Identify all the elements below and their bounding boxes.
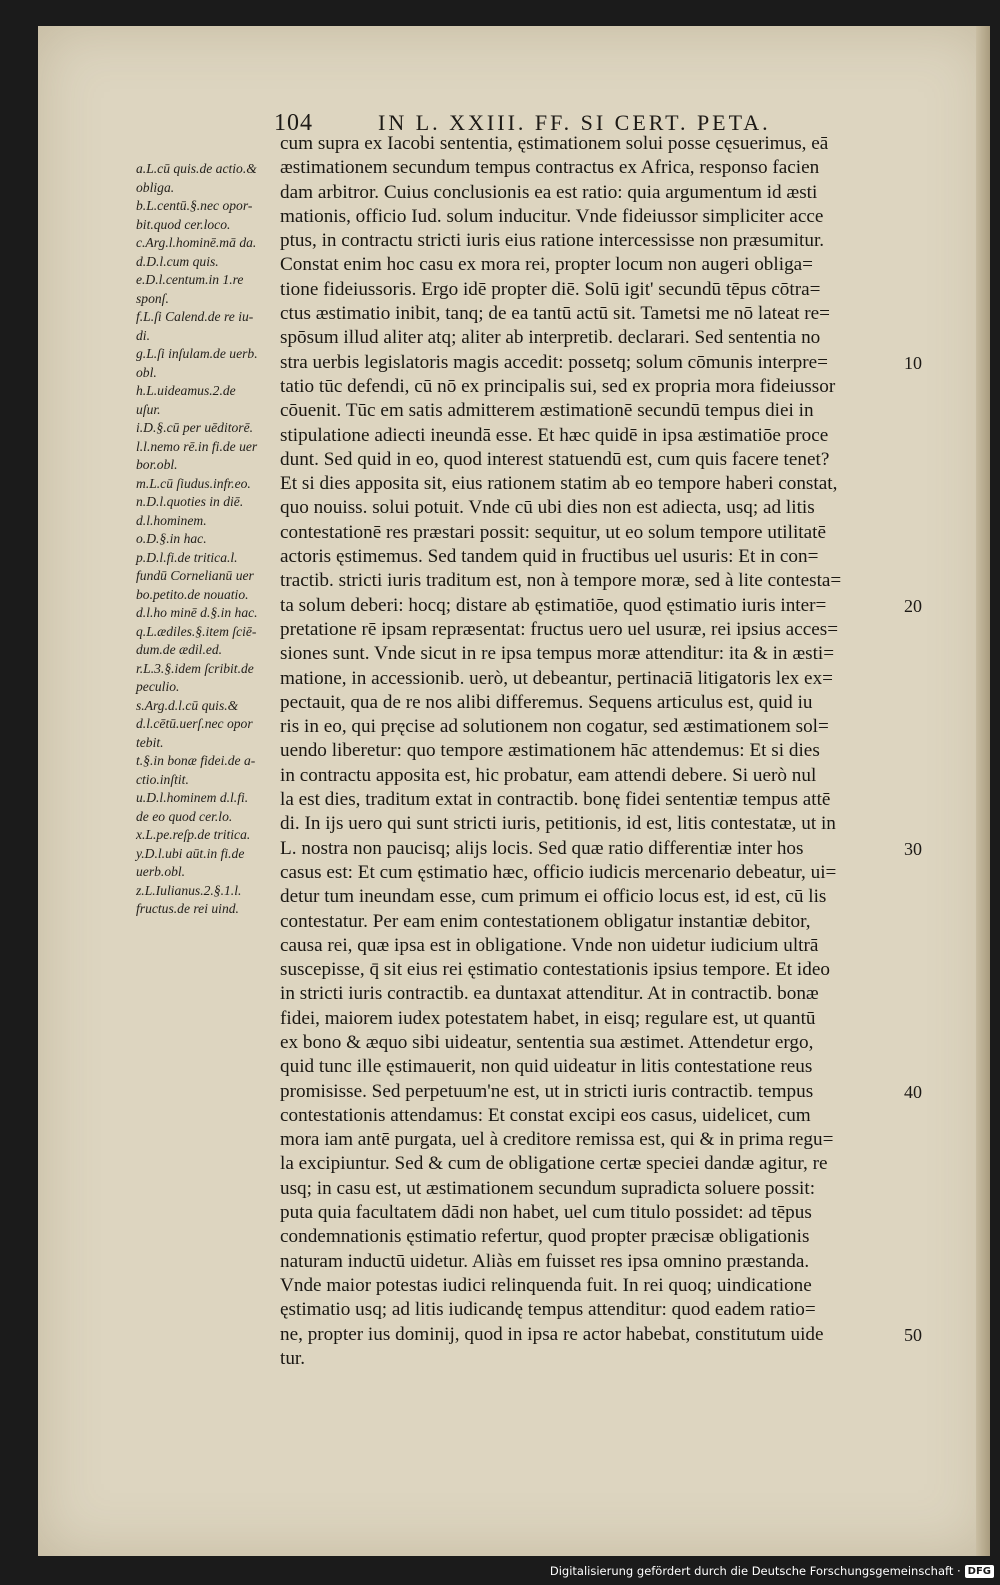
margin-note: de eo quod cer.lo. bbox=[136, 808, 233, 824]
text-line: Vnde maior potestas iudici relinquenda fuit. In rei quoq; uindicatione bbox=[280, 1274, 812, 1296]
margin-note: t.§.in bonæ fidei.de a- bbox=[136, 753, 256, 768]
text-line: mora iam antē purgata, uel à creditore remissa est, qui & in prima regu= bbox=[280, 1129, 834, 1151]
text-line: suscepisse, q̄ sit eius rei ęstimatio contestationis ipsius tempore. Et ideo bbox=[280, 959, 830, 981]
text-line: dam arbitror. Cuius conclusionis ea est ratio: quia argumentum id æsti bbox=[280, 181, 818, 203]
text-line: in stricti iuris contractib. ea duntaxat attenditur. At in contractib. bonæ bbox=[280, 983, 819, 1005]
text-line: detur tum ineundam esse, cum primum ei officio locus est, id est, cū lis bbox=[280, 886, 827, 908]
line-number: 10 bbox=[904, 352, 922, 373]
text-line: ctus æstimatio inibit, tanq; de ea tantū actū sit. Tametsi me nō lateat re= bbox=[280, 303, 830, 325]
text-line: di. In ijs uero qui sunt stricti iuris, petitionis, id est, litis contestatæ, ut in bbox=[280, 813, 836, 835]
text-line: naturam inductū uidetur. Aliàs em fuisset res ipsa omnino præstanda. bbox=[280, 1250, 810, 1272]
margin-note: obl. bbox=[136, 364, 157, 380]
text-line: pectauit, qua de re nos alibi differemus. Sequens articulus est, quid iu bbox=[280, 691, 813, 713]
text-line: ris in eo, qui pręcise ad solutionem non cogatur, sed æstimationem sol= bbox=[280, 716, 829, 738]
margin-note: d.l.ho minē d.§.in hac. bbox=[136, 605, 258, 620]
margin-note: obliga. bbox=[136, 179, 175, 195]
margin-note: tebit. bbox=[136, 734, 164, 750]
margin-note: p.D.l.fi.de tritica.l. bbox=[136, 549, 238, 565]
margin-note: l.l.nemo rē.in fi.de uer bbox=[136, 438, 258, 454]
margin-note: x.L.pe.reſp.de tritica. bbox=[136, 827, 251, 842]
margin-note: g.L.ſi inſulam.de uerb. bbox=[136, 346, 258, 361]
page-edge bbox=[976, 26, 990, 1556]
text-line: casus est: Et cum ęstimatio hæc, officio iudicis mercenario debeatur, ui= bbox=[280, 861, 837, 883]
margin-note: peculio. bbox=[136, 679, 180, 694]
margin-note: h.L.uideamus.2.de bbox=[136, 383, 236, 398]
margin-note: m.L.cū ſiudus.infr.eo. bbox=[136, 475, 251, 491]
margin-note: bo.petito.de nouatio. bbox=[136, 586, 249, 602]
text-line: ta solum deberi: hocq; distare ab ęstimatiōe, quod ęstimatio iuris inter= bbox=[280, 594, 827, 616]
text-line: uendo liberetur: quo tempore æstimationem hāc attendemus: Et si dies bbox=[280, 740, 820, 762]
margin-note: uſur. bbox=[136, 401, 161, 417]
text-line: stipulatione adiecti ineundā esse. Et hæc quidē in ipsa æstimatiōe proce bbox=[280, 424, 829, 446]
text-line: tur. bbox=[280, 1347, 306, 1369]
text-line: usq; in casu est, ut æstimationem secundum supradicta soluere possit: bbox=[280, 1177, 816, 1199]
text-line: cōuenit. Tūc em satis admitterem æstimationē secundū tempus diei in bbox=[280, 400, 814, 422]
text-line: tione fideiussoris. Ergo idē propter diē. Solū igit' secundū tēpus cōtra= bbox=[280, 278, 821, 300]
margin-note: fructus.de rei uind. bbox=[136, 901, 239, 916]
text-line: Constat enim hoc casu ex mora rei, propter locum non augeri obliga= bbox=[280, 254, 813, 276]
text-line: siones sunt. Vnde sicut in re ipsa tempus moræ attenditur: ita & in æsti= bbox=[280, 643, 835, 665]
margin-note: uerb.obl. bbox=[136, 864, 186, 879]
book-page bbox=[38, 26, 990, 1556]
main-text-block bbox=[280, 132, 894, 1371]
margin-note: y.D.l.ubi aūt.in fi.de bbox=[136, 845, 245, 861]
text-line: stra uerbis legislatoris magis accedit: possetq; solum cōmunis interpre= bbox=[280, 351, 828, 373]
margin-note: di. bbox=[136, 327, 150, 343]
page-number: 104 bbox=[274, 110, 313, 136]
line-number: 30 bbox=[904, 838, 922, 859]
text-line: causa rei, quæ ipsa est in obligatione. Vnde non uidetur iudicium ultrā bbox=[280, 934, 819, 956]
text-line: contestationis attendamus: Et constat excipi eos casus, uidelicet, cum bbox=[280, 1104, 811, 1126]
margin-note: bor.obl. bbox=[136, 457, 178, 472]
margin-note: u.D.l.hominem d.l.fi. bbox=[136, 790, 249, 805]
text-line: contestationē res præstari possit: sequitur, ut eo solum tempore utilitatē bbox=[280, 521, 826, 543]
text-line: Et si dies apposita sit, eius rationem statim ab eo tempore haberi constat, bbox=[280, 473, 838, 495]
margin-note: r.L.3.§.idem ſcribit.de bbox=[136, 660, 254, 676]
margin-note: n.D.l.quoties in diē. bbox=[136, 494, 244, 509]
running-title: IN L. XXIII. FF. SI CERT. PETA. bbox=[378, 110, 771, 135]
margin-note: i.D.§.cū per uēditorē. bbox=[136, 420, 254, 435]
text-line: actoris ęstimemus. Sed tandem quid in fructibus uel usuris: Et in con= bbox=[280, 546, 819, 568]
text-line: promisisse. Sed perpetuum'ne est, ut in stricti iuris contractib. tempus bbox=[280, 1080, 814, 1102]
margin-note: sponſ. bbox=[136, 290, 169, 306]
margin-note: e.D.l.centum.in 1.re bbox=[136, 272, 244, 287]
line-number: 50 bbox=[904, 1324, 922, 1345]
text-line: cum supra ex Iacobi sententia, ęstimationem solui posse cęsuerimus, eā bbox=[280, 133, 829, 154]
margin-note: dum.de ædil.ed. bbox=[136, 642, 223, 657]
margin-note: d.l.cētū.uerſ.nec opor bbox=[136, 716, 253, 731]
margin-note: s.Arg.d.l.cū quis.& bbox=[136, 697, 239, 713]
margin-note: c.Arg.l.hominē.mā da. bbox=[136, 235, 257, 250]
text-line: puta quia facultatem dādi non habet, uel cum titulo possidet: ad tēpus bbox=[280, 1202, 812, 1224]
text-line: spōsum illud aliter atq; aliter ab interpretib. declarari. Sed sententia no bbox=[280, 327, 821, 349]
margin-note: b.L.centū.§.nec opor- bbox=[136, 198, 253, 213]
text-line: mationis, officio Iud. solum inducitur. Vnde fideiussor simpliciter acce bbox=[280, 205, 824, 227]
margin-note: q.L.ædiles.§.item ſciē- bbox=[136, 623, 257, 639]
text-line: contestatur. Per eam enim contestationem obligatur instantiæ debitor, bbox=[280, 910, 811, 932]
dfg-logo: DFG bbox=[965, 1565, 994, 1578]
text-line: pretatione rē ipsam repræsentat: fructus uero uel usuræ, rei ipsius acces= bbox=[280, 618, 839, 640]
text-line: tractib. stricti iuris traditum est, non à tempore moræ, sed à lite contesta= bbox=[280, 570, 842, 592]
text-line: ptus, in contractu stricti iuris eius ratione intercessisse non præsumitur. bbox=[280, 230, 825, 252]
text-line: condemnationis ęstimatio refertur, quod propter præcisæ obligationis bbox=[280, 1226, 810, 1248]
line-number: 20 bbox=[904, 595, 922, 616]
footer-credit bbox=[550, 1561, 994, 1581]
text-line: ęstimatio usq; ad litis iudicandę tempus attenditur: quod eadem ratio= bbox=[280, 1299, 816, 1321]
text-line: la excipiuntur. Sed & cum de obligatione certæ speciei dandæ agitur, re bbox=[280, 1153, 828, 1175]
margin-note: o.D.§.in hac. bbox=[136, 531, 207, 546]
margin-note: z.L.Iulianus.2.§.1.l. bbox=[136, 882, 242, 898]
text-line: quo nouiss. solui potuit. Vnde cū ubi dies non est adiecta, usq; ad litis bbox=[280, 497, 815, 519]
text-line: tatio tūc defendi, cū nō ex principalis sui, sed ex propria mora fideiussor bbox=[280, 375, 836, 397]
text-line: dunt. Sed quid in eo, quod interest statuendū est, cum quis facere tenet? bbox=[280, 448, 830, 470]
text-line: fidei, maiorem iudex potestatem habet, in eisq; regulare est, ut quantū bbox=[280, 1007, 816, 1029]
margin-note: a.L.cū quis.de actio.& bbox=[136, 161, 257, 176]
text-line: æstimationem secundum tempus contractus ex Africa, responso facien bbox=[280, 157, 820, 179]
margin-note: bit.quod cer.loco. bbox=[136, 216, 231, 232]
text-line: in contractu apposita est, hic probatur, eam attendi debere. Si uerò nul bbox=[280, 764, 817, 786]
text-line: quid tunc ille ęstimauerit, non quid uideatur in litis contestatione reus bbox=[280, 1056, 813, 1078]
margin-note: fundū Cornelianū uer bbox=[136, 568, 254, 583]
text-line: L. nostra non paucisq; alijs locis. Sed quæ ratio differentiæ inter hos bbox=[280, 837, 804, 859]
text-line: ex bono & æquo sibi uideatur, sententia sua æstimet. Attendetur ergo, bbox=[280, 1031, 814, 1053]
text-line: la est dies, traditum extat in contractib. bonę fidei sententiæ tempus attē bbox=[280, 789, 831, 811]
footer-credit-text: Digitalisierung gefördert durch die Deutsche Forschungsgemeinschaft · bbox=[549, 1564, 961, 1578]
text-line: matione, in accessionib. uerò, ut debeantur, pertinaciā litigatoris lex ex= bbox=[280, 667, 833, 689]
margin-note: d.l.hominem. bbox=[136, 512, 207, 528]
margin-note: d.D.l.cum quis. bbox=[136, 253, 219, 269]
margin-note: ctio.inſtit. bbox=[136, 771, 189, 787]
line-number: 40 bbox=[904, 1081, 922, 1102]
margin-note: f.L.ſi Calend.de re iu- bbox=[136, 309, 254, 324]
text-line: ne, propter ius dominij, quod in ipsa re actor habebat, constitutum uide bbox=[280, 1323, 824, 1345]
